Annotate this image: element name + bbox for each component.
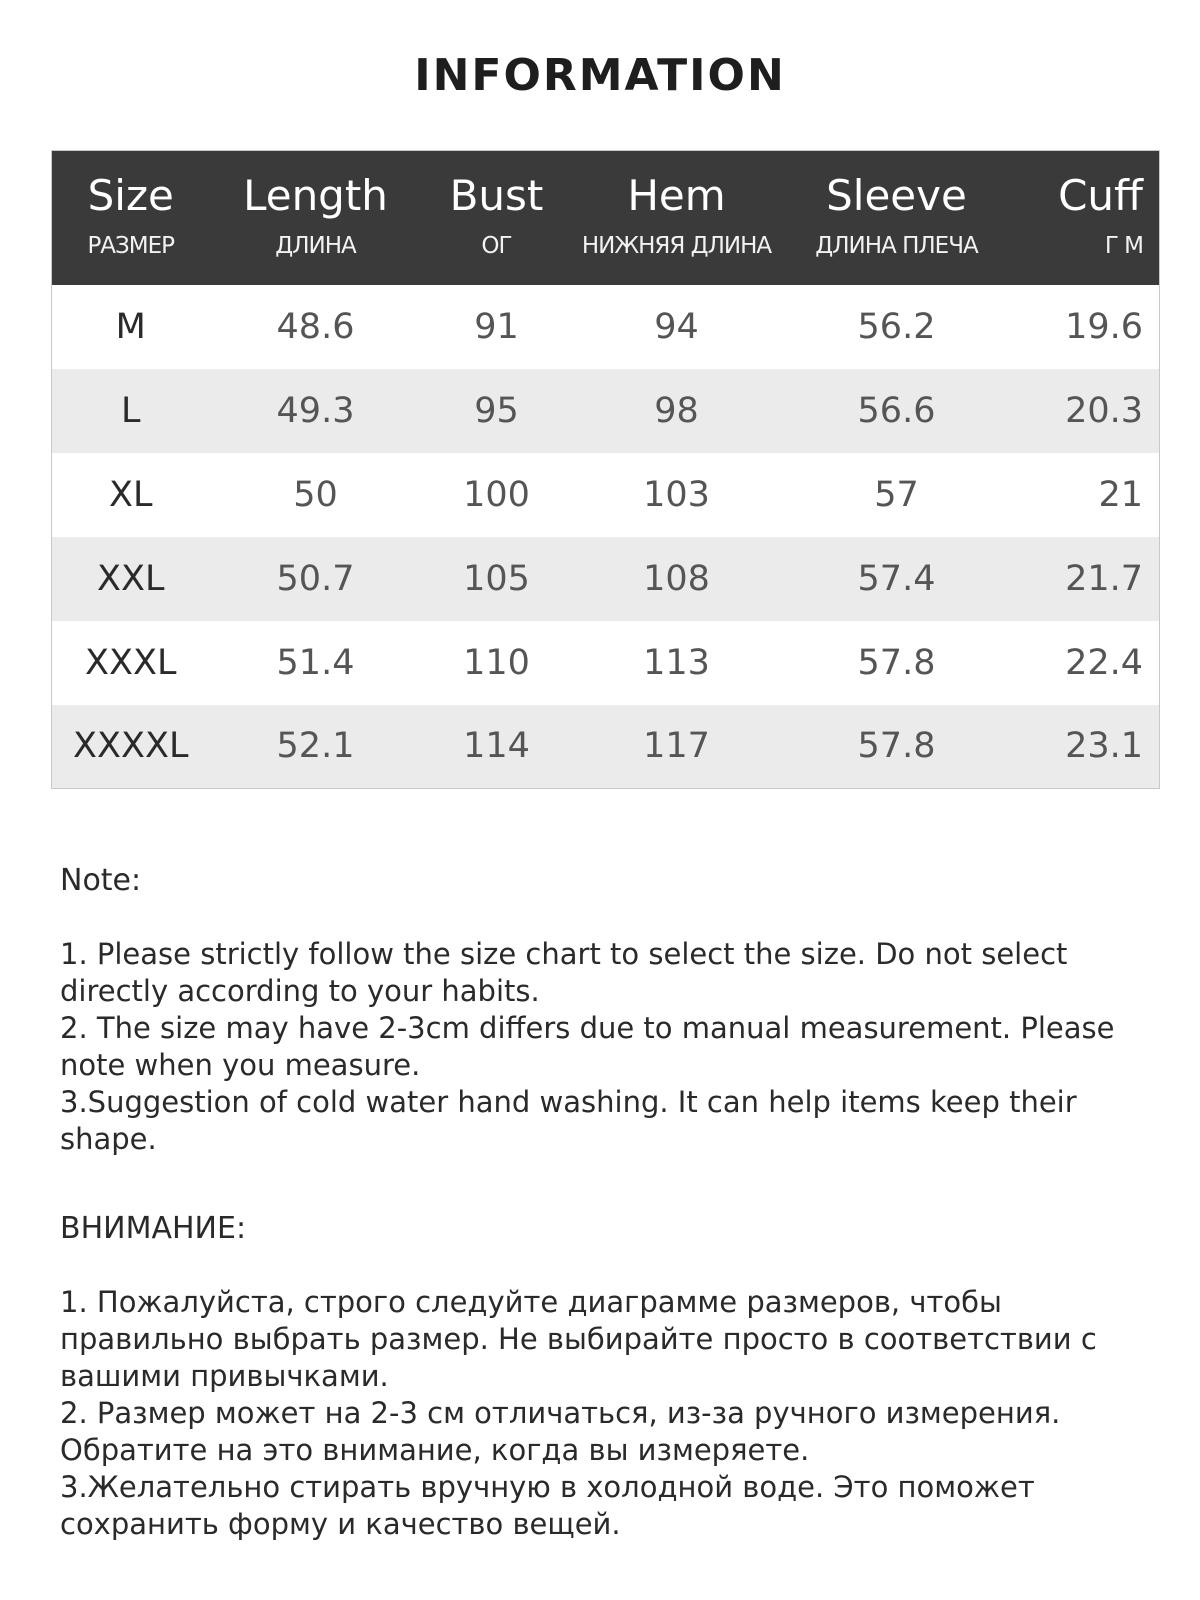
header-label-en: Size bbox=[87, 170, 174, 220]
hem-cell: 117 bbox=[643, 726, 710, 767]
header-label-en: Cuff bbox=[1058, 170, 1143, 220]
sleeve-cell: 57.4 bbox=[857, 558, 936, 599]
note-heading: Note: bbox=[60, 863, 142, 898]
note-item: 2. Размер может на 2-3 см отличаться, из-за ручного измерения. Обратите на это внимание, когда вы измеряете. bbox=[60, 1396, 1061, 1467]
note-section-ru bbox=[60, 1210, 1140, 1543]
cuff-cell: 23.1 bbox=[1065, 726, 1143, 767]
column-header-bust bbox=[422, 151, 572, 285]
header-label-en: Bust bbox=[449, 170, 544, 220]
header-label-ru: НИЖНЯЯ ДЛИНА bbox=[581, 232, 772, 259]
header-label-en: Hem bbox=[627, 170, 726, 220]
note-heading: ВНИМАНИЕ: bbox=[60, 1211, 247, 1246]
cuff-cell: 21.7 bbox=[1065, 558, 1143, 599]
table-body bbox=[52, 285, 1160, 789]
cuff-cell: 20.3 bbox=[1065, 390, 1143, 431]
sleeve-cell: 56.2 bbox=[857, 306, 936, 347]
table-row bbox=[52, 621, 1160, 705]
header-label-ru: ОГ bbox=[481, 232, 512, 259]
size-cell: XL bbox=[109, 474, 153, 515]
length-cell: 49.3 bbox=[276, 390, 355, 431]
hem-cell: 108 bbox=[643, 558, 710, 599]
header-label-ru: Г М bbox=[1104, 232, 1143, 259]
sleeve-cell: 56.6 bbox=[857, 390, 936, 431]
column-header-cuff bbox=[1012, 151, 1160, 285]
bust-cell: 91 bbox=[474, 306, 519, 347]
table-row bbox=[52, 705, 1160, 789]
header-label-ru: ДЛИНА bbox=[275, 232, 356, 259]
column-header-length bbox=[210, 151, 422, 285]
sleeve-cell: 57.8 bbox=[857, 642, 936, 683]
size-cell: L bbox=[121, 390, 141, 431]
note-item: 1. Please strictly follow the size chart to select the size. Do not select directly according to your habits. bbox=[60, 937, 1068, 1008]
header-label-ru: ДЛИНА ПЛЕЧА bbox=[815, 232, 978, 259]
hem-cell: 103 bbox=[643, 474, 710, 515]
table-row bbox=[52, 369, 1160, 453]
size-cell: M bbox=[115, 306, 146, 347]
hem-cell: 98 bbox=[654, 390, 699, 431]
table-row bbox=[52, 453, 1160, 537]
bust-cell: 95 bbox=[474, 390, 519, 431]
size-cell: XXXXL bbox=[73, 726, 189, 767]
column-header-hem bbox=[572, 151, 782, 285]
bust-cell: 114 bbox=[463, 726, 530, 767]
sleeve-cell: 57 bbox=[874, 474, 919, 515]
bust-cell: 110 bbox=[463, 642, 530, 683]
column-header-sleeve bbox=[782, 151, 1012, 285]
note-item: 3.Желательно стирать вручную в холодной воде. Это поможет сохранить форму и качество вещей. bbox=[60, 1470, 1035, 1541]
sleeve-cell: 57.8 bbox=[857, 726, 936, 767]
header-row bbox=[52, 151, 1160, 285]
length-cell: 52.1 bbox=[276, 726, 355, 767]
column-header-size bbox=[52, 151, 210, 285]
cuff-cell: 22.4 bbox=[1065, 642, 1143, 683]
bust-cell: 100 bbox=[463, 474, 530, 515]
table-row bbox=[52, 285, 1160, 369]
hem-cell: 113 bbox=[643, 642, 710, 683]
header-label-en: Length bbox=[243, 170, 388, 220]
table-header bbox=[52, 151, 1160, 285]
header-label-en: Sleeve bbox=[826, 170, 967, 220]
hem-cell: 94 bbox=[654, 306, 699, 347]
note-item: 2. The size may have 2-3cm differs due to manual measurement. Please note when you measure. bbox=[60, 1011, 1115, 1082]
length-cell: 50 bbox=[293, 474, 338, 515]
length-cell: 48.6 bbox=[276, 306, 355, 347]
size-cell: XXL bbox=[97, 558, 165, 599]
note-item: 1. Пожалуйста, строго следуйте диаграмме размеров, чтобы правильно выбрать размер. Не выбирайте просто в соответствии с вашими привычками. bbox=[60, 1285, 1097, 1393]
size-cell: XXXL bbox=[85, 642, 177, 683]
length-cell: 51.4 bbox=[276, 642, 355, 683]
cuff-cell: 19.6 bbox=[1065, 306, 1143, 347]
page-title: INFORMATION bbox=[414, 50, 786, 101]
header-label-ru: РАЗМЕР bbox=[87, 232, 175, 259]
note-section-en bbox=[60, 862, 1140, 1158]
note-item: 3.Suggestion of cold water hand washing. It can help items keep their shape. bbox=[60, 1085, 1077, 1156]
size-chart-table bbox=[51, 150, 1160, 789]
bust-cell: 105 bbox=[463, 558, 530, 599]
cuff-cell: 21 bbox=[1098, 474, 1143, 515]
length-cell: 50.7 bbox=[276, 558, 355, 599]
table-row bbox=[52, 537, 1160, 621]
